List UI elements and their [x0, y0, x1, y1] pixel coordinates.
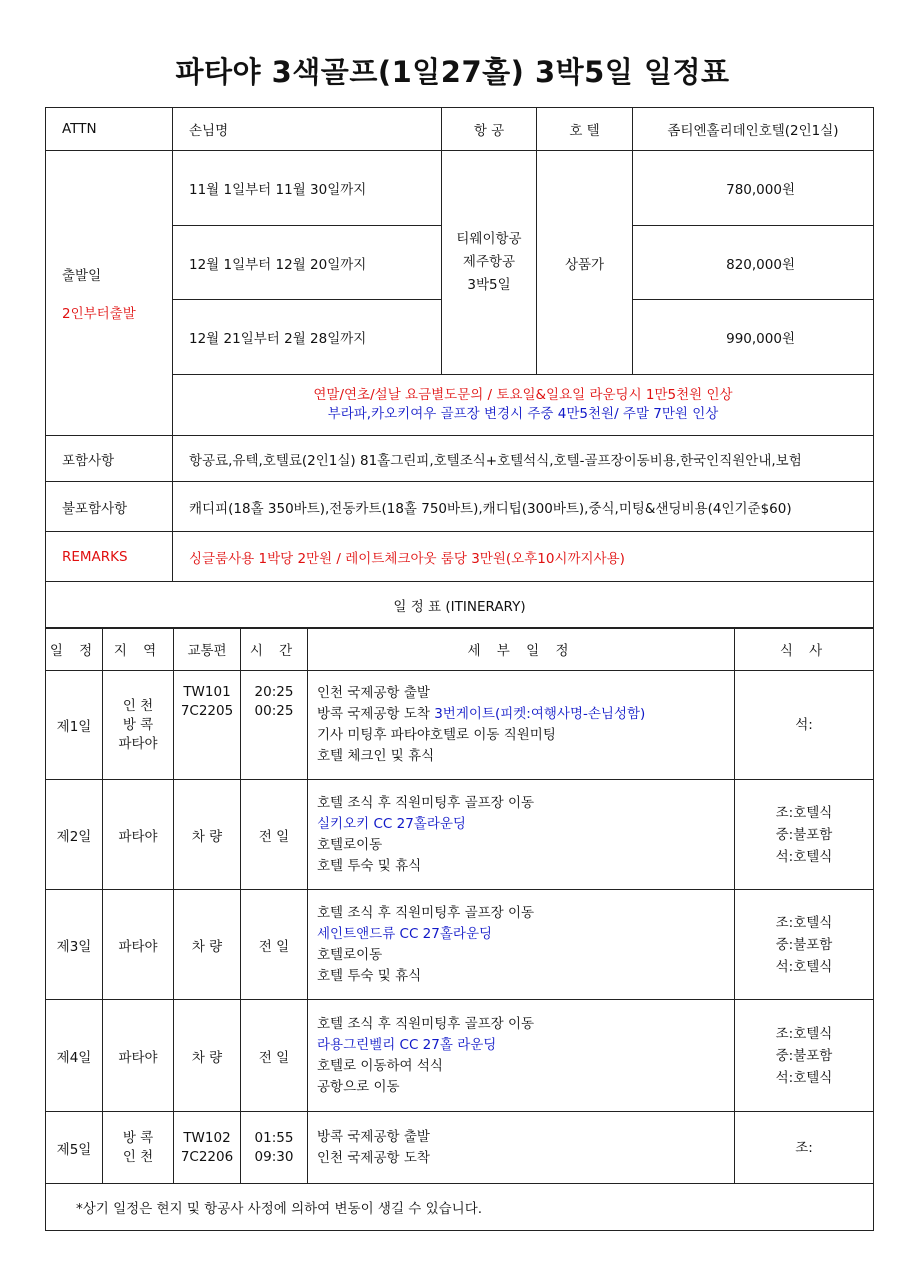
detail-line: 호텔 체크인 및 휴식	[317, 748, 435, 764]
period-price: 780,000원	[633, 151, 874, 226]
page-title: 파타야 3색골프(1일27홀) 3박5일 일정표	[175, 55, 730, 89]
col-time: 시 간	[241, 628, 308, 671]
meal: 조:호텔식	[775, 804, 833, 821]
time-cell	[241, 671, 308, 780]
time: 00:25	[254, 703, 294, 719]
meal-cell	[735, 780, 874, 890]
detail-line: 호텔 투숙 및 휴식	[317, 967, 422, 984]
region-cell	[103, 1112, 174, 1184]
footnote-row	[46, 1184, 874, 1231]
surcharge-note-blue: 부라파,카오키여우 골프장 변경시 주중 4만5천원/ 주말 7만원 인상	[327, 406, 719, 422]
time: 20:25	[254, 684, 294, 700]
period-row	[46, 151, 874, 226]
header-row	[46, 108, 874, 151]
day-label: 제1일	[46, 671, 103, 780]
meal: 석:호텔식	[775, 1069, 833, 1086]
detail-cell	[308, 1112, 735, 1184]
time: 전 일	[241, 1000, 308, 1112]
meal: 조:호텔식	[775, 914, 833, 931]
detail-line: 인천 국제공항 출발	[317, 685, 430, 701]
footnote: *상기 일정은 현지 및 항공사 사정에 의하여 변동이 생길 수 있습니다.	[46, 1184, 874, 1231]
time: 01:55	[254, 1129, 294, 1146]
day-label: 제4일	[46, 1000, 103, 1112]
detail-line	[317, 704, 734, 725]
detail-line: 기사 미팅후 파타야호텔로 이동 직원미팅	[317, 727, 556, 743]
day-label: 제2일	[46, 780, 103, 890]
remarks-label: REMARKS	[46, 532, 173, 582]
region: 파타야	[118, 735, 158, 752]
col-detail: 세 부 일 정	[308, 628, 735, 671]
time: 전 일	[241, 890, 308, 1000]
col-meal: 식 사	[735, 628, 874, 671]
gate-highlight: 3번게이트(피켓:여행사명-손님성함)	[434, 706, 646, 722]
col-region: 지 역	[103, 628, 174, 671]
itinerary-day-row	[46, 1000, 874, 1112]
detail-cell	[308, 780, 735, 890]
itinerary-table	[45, 627, 874, 1231]
trip-length: 3박5일	[467, 277, 511, 293]
meal: 조:	[795, 1139, 813, 1156]
hotel-value: 좀티엔홀리데인호텔(2인1실)	[633, 108, 874, 151]
excluded-label: 불포함사항	[46, 482, 173, 532]
col-day: 일 정	[46, 628, 103, 671]
detail-line: 호텔 조식 후 직원미팅후 골프장 이동	[317, 1015, 535, 1032]
time-cell	[241, 1112, 308, 1184]
itinerary-header-row	[46, 628, 874, 671]
detail-line: 호텔 조식 후 직원미팅후 골프장 이동	[317, 904, 535, 921]
detail-cell	[308, 890, 735, 1000]
detail-cell	[308, 671, 735, 780]
itinerary-day-row	[46, 890, 874, 1000]
attn-label: ATTN	[46, 108, 173, 151]
detail-line: 방콕 국제공항 출발	[317, 1128, 430, 1145]
region: 인 천	[122, 697, 154, 714]
included-label: 포함사항	[46, 436, 173, 482]
transport-cell	[174, 1112, 241, 1184]
meal: 중:불포함	[775, 936, 833, 953]
excluded-value: 캐디피(18홀 350바트),전동카트(18홀 750바트),캐디팁(300바트),중식,미팅&샌딩비용(4인기준$60)	[173, 482, 874, 532]
flight-number: TW101	[183, 684, 231, 700]
detail-line: 호텔로 이동하여 석식	[317, 1057, 443, 1074]
region: 파타야	[103, 1000, 174, 1112]
itinerary-day-row	[46, 671, 874, 780]
flight-number: 7C2205	[180, 703, 234, 719]
golf-course-line: 라용그린벨리 CC 27홀 라운딩	[317, 1036, 497, 1053]
transport: 차 량	[174, 1000, 241, 1112]
itinerary-title: 일 정 표 (ITINERARY)	[46, 582, 874, 629]
golf-course-line: 세인트앤드류 CC 27홀라운딩	[317, 925, 493, 942]
region-cell	[103, 671, 174, 780]
period-dates: 12월 21일부터 2월 28일까지	[173, 300, 442, 375]
airline-name: 제주항공	[462, 254, 516, 270]
meal-cell	[735, 890, 874, 1000]
detail-line: 호텔 조식 후 직원미팅후 골프장 이동	[317, 794, 535, 811]
meal-cell	[735, 1000, 874, 1112]
period-price: 820,000원	[633, 226, 874, 300]
transport-cell	[174, 671, 241, 780]
price-label: 상품가	[537, 151, 633, 375]
surcharge-cell	[173, 375, 874, 436]
flight-number: TW102	[183, 1129, 231, 1146]
transport: 차 량	[174, 780, 241, 890]
remarks-value: 싱글룸사용 1박당 2만원 / 레이트체크아웃 룸당 3만원(오후10시까지사용)	[173, 532, 874, 582]
meal: 중:불포함	[775, 1047, 833, 1064]
detail-line: 공항으로 이동	[317, 1078, 400, 1095]
meal: 중:불포함	[775, 826, 833, 843]
day-label: 제5일	[46, 1112, 103, 1184]
region: 파타야	[103, 780, 174, 890]
itinerary-day-row	[46, 1112, 874, 1184]
detail-line: 호텔로이동	[317, 946, 383, 963]
meal-cell	[735, 1112, 874, 1184]
detail-text: 방콕 국제공항 도착	[317, 706, 435, 722]
detail-cell	[308, 1000, 735, 1112]
time: 전 일	[241, 780, 308, 890]
time: 09:30	[254, 1148, 294, 1165]
surcharge-note-red: 연말/연초/설날 요금별도문의 / 토요일&일요일 라운딩시 1만5천원 인상	[313, 387, 733, 403]
meal-cell	[735, 671, 874, 780]
flight-number: 7C2206	[180, 1148, 234, 1165]
meal: 석:호텔식	[775, 848, 833, 865]
airline-cell	[442, 151, 537, 375]
period-price: 990,000원	[633, 300, 874, 375]
region: 파타야	[103, 890, 174, 1000]
period-dates: 11월 1일부터 11월 30일까지	[173, 151, 442, 226]
info-table	[45, 107, 874, 629]
region: 방 콕	[122, 1129, 154, 1146]
meal: 석:호텔식	[775, 958, 833, 975]
meal: 조:호텔식	[775, 1025, 833, 1042]
detail-line: 인천 국제공항 도착	[317, 1149, 430, 1166]
included-row	[46, 436, 874, 482]
detail-line: 호텔로이동	[317, 836, 383, 853]
itinerary-title-row	[46, 582, 874, 629]
guest-name-label: 손님명	[173, 108, 442, 151]
region: 인 천	[122, 1148, 154, 1165]
excluded-row	[46, 482, 874, 532]
itinerary-day-row	[46, 780, 874, 890]
remarks-row	[46, 532, 874, 582]
airline-label: 항 공	[442, 108, 537, 151]
min-pax-note: 2인부터출발	[62, 306, 136, 322]
period-dates: 12월 1일부터 12월 20일까지	[173, 226, 442, 300]
transport: 차 량	[174, 890, 241, 1000]
region: 방 콕	[122, 716, 154, 733]
col-transport: 교통편	[174, 628, 241, 671]
departure-label: 출발일	[62, 268, 102, 284]
airline-name: 티웨이항공	[456, 231, 522, 247]
departure-cell	[46, 151, 173, 436]
included-value: 항공료,유텍,호텔료(2인1실) 81홀그린피,호텔조식+호텔석식,호텔-골프장이동비용,한국인직원안내,보험	[173, 436, 874, 482]
hotel-label: 호 텔	[537, 108, 633, 151]
detail-line: 호텔 투숙 및 휴식	[317, 857, 422, 874]
golf-course-line: 실키오키 CC 27홀라운딩	[317, 815, 466, 832]
meal: 석:	[795, 717, 813, 733]
day-label: 제3일	[46, 890, 103, 1000]
